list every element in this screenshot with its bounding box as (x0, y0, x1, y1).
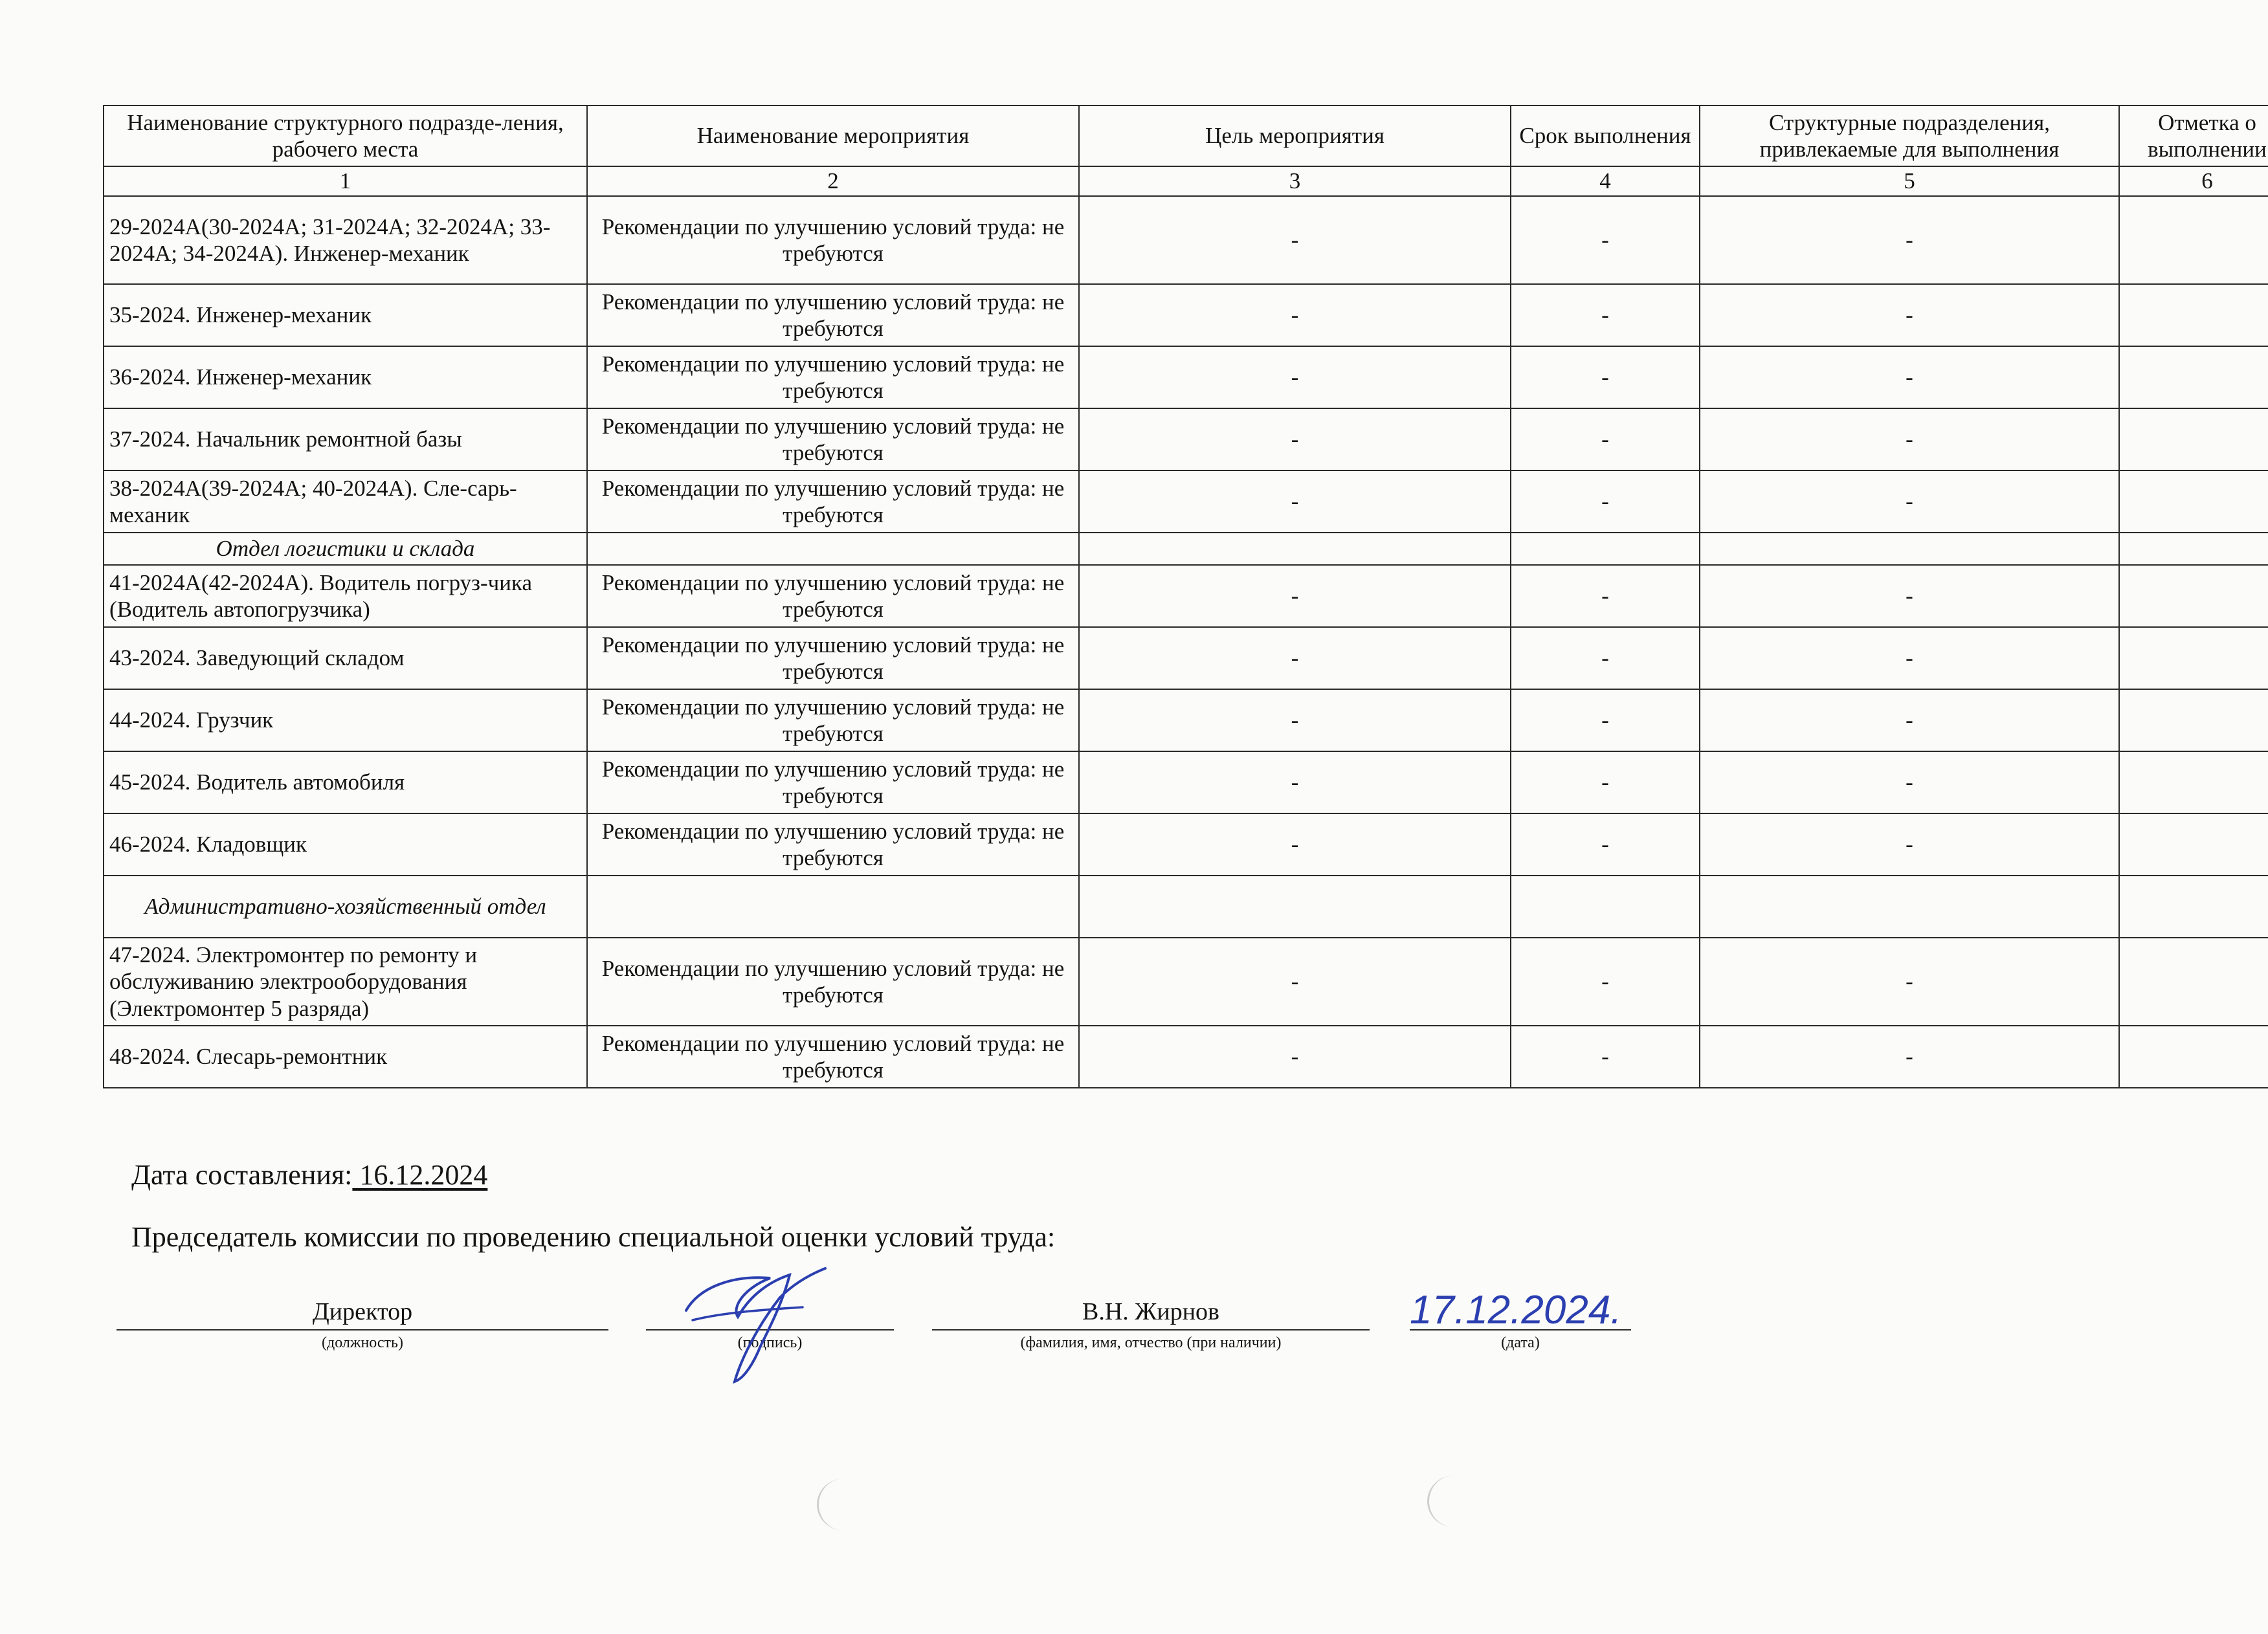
empty-cell (2119, 876, 2268, 938)
punch-hole-mark (817, 1479, 871, 1530)
goal-cell: - (1079, 938, 1511, 1026)
empty-cell (1700, 876, 2119, 938)
workplace-cell: 36-2024. Инженер-механик (104, 346, 587, 408)
measure-cell: Рекомендации по улучшению условий труда: не требуются (587, 1026, 1079, 1088)
departments-cell: - (1700, 196, 2119, 284)
departments-cell: - (1700, 470, 2119, 533)
section-row (104, 876, 2268, 938)
empty-cell (2119, 533, 2268, 565)
measure-cell: Рекомендации по улучшению условий труда: не требуются (587, 813, 1079, 876)
goal-cell: - (1079, 1026, 1511, 1088)
measure-cell: Рекомендации по улучшению условий труда: не требуются (587, 627, 1079, 689)
table-row (104, 565, 2268, 627)
header-deadline: Срок выполнения (1511, 105, 1700, 166)
completion-mark-cell (2119, 689, 2268, 751)
column-number: 3 (1079, 166, 1511, 196)
empty-cell (587, 533, 1079, 565)
handwritten-date-text: 17.12.2024. (1410, 1288, 1622, 1332)
column-number: 5 (1700, 166, 2119, 196)
table-row (104, 196, 2268, 284)
departments-cell: - (1700, 938, 2119, 1026)
completion-mark-cell (2119, 408, 2268, 470)
empty-cell (1511, 533, 1700, 565)
completion-mark-cell (2119, 813, 2268, 876)
goal-cell: - (1079, 565, 1511, 627)
departments-cell: - (1700, 813, 2119, 876)
goal-cell: - (1079, 408, 1511, 470)
table-row (104, 938, 2268, 1026)
workplace-cell: 43-2024. Заведующий складом (104, 627, 587, 689)
deadline-cell: - (1511, 565, 1700, 627)
deadline-cell: - (1511, 689, 1700, 751)
table-row (104, 751, 2268, 813)
workplace-cell: 38-2024А(39-2024А; 40-2024А). Сле-сарь-механик (104, 470, 587, 533)
section-title: Административно-хозяйственный отдел (104, 876, 587, 938)
column-number: 6 (2119, 166, 2268, 196)
empty-cell (587, 876, 1079, 938)
table-row (104, 346, 2268, 408)
column-number: 2 (587, 166, 1079, 196)
goal-cell: - (1079, 813, 1511, 876)
deadline-cell: - (1511, 470, 1700, 533)
deadline-cell: - (1511, 751, 1700, 813)
column-number: 1 (104, 166, 587, 196)
completion-mark-cell (2119, 938, 2268, 1026)
deadline-cell: - (1511, 346, 1700, 408)
completion-mark-cell (2119, 751, 2268, 813)
column-number-row (104, 166, 2268, 196)
header-workplace: Наименование структурного подразде-ления, рабочего места (104, 105, 587, 166)
name-field: В.Н. Жирнов (932, 1294, 1370, 1330)
table-row (104, 689, 2268, 751)
date-caption: (дата) (1501, 1334, 1540, 1351)
workplace-cell: 35-2024. Инженер-механик (104, 284, 587, 346)
deadline-cell: - (1511, 408, 1700, 470)
measure-cell: Рекомендации по улучшению условий труда: не требуются (587, 346, 1079, 408)
measure-cell: Рекомендации по улучшению условий труда: не требуются (587, 565, 1079, 627)
measure-cell: Рекомендации по улучшению условий труда: не требуются (587, 689, 1079, 751)
section-title: Отдел логистики и склада (104, 533, 587, 565)
table-header-row (104, 105, 2268, 166)
measure-cell: Рекомендации по улучшению условий труда: не требуются (587, 470, 1079, 533)
deadline-cell: - (1511, 938, 1700, 1026)
workplace-cell: 46-2024. Кладовщик (104, 813, 587, 876)
workplace-cell: 47-2024. Электромонтер по ремонту и обслуживанию электрооборудования (Электромонтер 5 разряда) (104, 938, 587, 1026)
goal-cell: - (1079, 196, 1511, 284)
deadline-cell: - (1511, 284, 1700, 346)
completion-mark-cell (2119, 565, 2268, 627)
goal-cell: - (1079, 627, 1511, 689)
table-row (104, 627, 2268, 689)
goal-cell: - (1079, 751, 1511, 813)
workplace-cell: 37-2024. Начальник ремонтной базы (104, 408, 587, 470)
table-row (104, 813, 2268, 876)
measure-cell: Рекомендации по улучшению условий труда: не требуются (587, 284, 1079, 346)
goal-cell: - (1079, 470, 1511, 533)
empty-cell (1700, 533, 2119, 565)
header-goal: Цель мероприятия (1079, 105, 1511, 166)
commission-chair-heading: Председатель комиссии по проведению специальной оценки условий труда: (131, 1221, 1056, 1253)
section-row (104, 533, 2268, 565)
goal-cell: - (1079, 689, 1511, 751)
departments-cell: - (1700, 751, 2119, 813)
completion-mark-cell (2119, 627, 2268, 689)
compilation-date-value: 16.12.2024 (352, 1159, 488, 1191)
departments-cell: - (1700, 346, 2119, 408)
departments-cell: - (1700, 284, 2119, 346)
workplace-cell: 45-2024. Водитель автомобиля (104, 751, 587, 813)
measure-cell: Рекомендации по улучшению условий труда: не требуются (587, 196, 1079, 284)
compilation-date-label: Дата составления: (131, 1159, 353, 1191)
completion-mark-cell (2119, 346, 2268, 408)
completion-mark-cell (2119, 470, 2268, 533)
header-departments: Структурные подразделения, привлекаемые для выполнения (1700, 105, 2119, 166)
header-measure: Наименование мероприятия (587, 105, 1079, 166)
workplace-cell: 44-2024. Грузчик (104, 689, 587, 751)
departments-cell: - (1700, 565, 2119, 627)
completion-mark-cell (2119, 284, 2268, 346)
handwritten-signature (673, 1249, 841, 1391)
goal-cell: - (1079, 346, 1511, 408)
table-row (104, 1026, 2268, 1088)
column-number: 4 (1511, 166, 1700, 196)
empty-cell (1079, 533, 1511, 565)
empty-cell (1511, 876, 1700, 938)
position-field: Директор (117, 1294, 608, 1330)
measure-cell: Рекомендации по улучшению условий труда: не требуются (587, 938, 1079, 1026)
workplace-cell: 29-2024А(30-2024А; 31-2024А; 32-2024А; 33-2024А; 34-2024А). Инженер-механик (104, 196, 587, 284)
deadline-cell: - (1511, 813, 1700, 876)
measure-cell: Рекомендации по улучшению условий труда: не требуются (587, 751, 1079, 813)
departments-cell: - (1700, 627, 2119, 689)
departments-cell: - (1700, 1026, 2119, 1088)
table-row (104, 408, 2268, 470)
table-row (104, 284, 2268, 346)
deadline-cell: - (1511, 1026, 1700, 1088)
workplace-cell: 48-2024. Слесарь-ремонтник (104, 1026, 587, 1088)
completion-mark-cell (2119, 196, 2268, 284)
table-row (104, 470, 2268, 533)
name-caption: (фамилия, имя, отчество (при наличии) (1020, 1334, 1282, 1351)
empty-cell (1079, 876, 1511, 938)
deadline-cell: - (1511, 627, 1700, 689)
deadline-cell: - (1511, 196, 1700, 284)
goal-cell: - (1079, 284, 1511, 346)
workplace-cell: 41-2024А(42-2024А). Водитель погруз-чика (Водитель автопогрузчика) (104, 565, 587, 627)
departments-cell: - (1700, 408, 2119, 470)
departments-cell: - (1700, 689, 2119, 751)
position-caption: (должность) (322, 1334, 403, 1351)
compilation-date-line (131, 1158, 487, 1191)
signature-caption: (подпись) (737, 1334, 803, 1351)
handwritten-date (1405, 1278, 1663, 1336)
header-mark: Отметка о выполнении (2119, 105, 2268, 166)
punch-hole-mark (1427, 1475, 1481, 1527)
measures-table (103, 105, 2268, 1088)
completion-mark-cell (2119, 1026, 2268, 1088)
measure-cell: Рекомендации по улучшению условий труда: не требуются (587, 408, 1079, 470)
